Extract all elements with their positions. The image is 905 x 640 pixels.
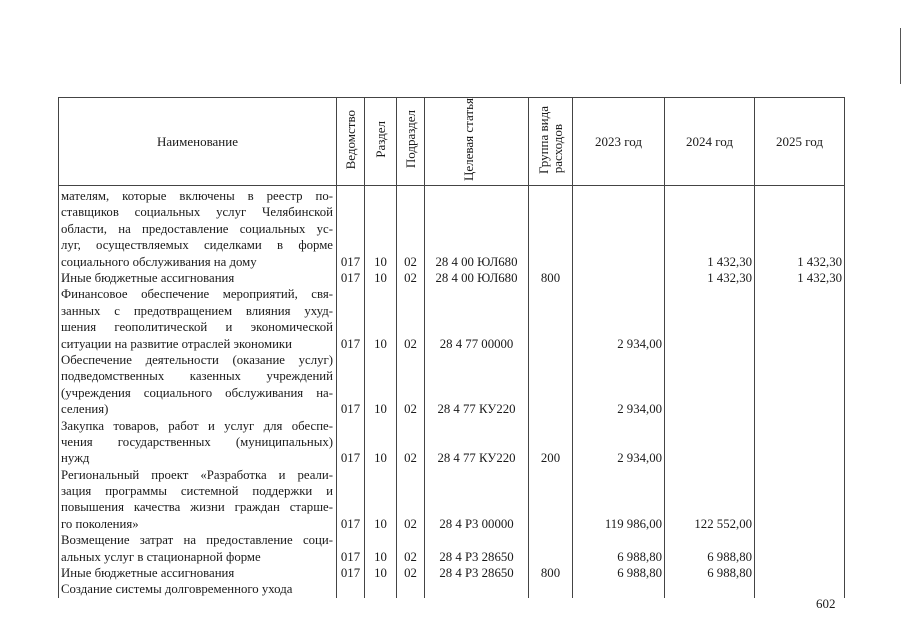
row-vedomstvo: 017: [337, 532, 365, 565]
row-target: 28 4 77 00000: [425, 286, 529, 352]
row-name-line: социального обслуживания на дому: [61, 254, 257, 269]
row-name: [59, 565, 337, 581]
row-name: [59, 532, 337, 565]
row-2025: [755, 467, 845, 533]
row-2025: 1 432,30: [755, 270, 845, 286]
row-group: [529, 186, 573, 270]
row-group: [529, 532, 573, 565]
row-target: [425, 581, 529, 597]
row-name-line: альных услуг в стационарной форме: [61, 549, 261, 564]
row-group: [529, 581, 573, 597]
row-razdel: 10: [365, 352, 397, 418]
row-group: 800: [529, 565, 573, 581]
row-target: 28 4 77 КУ220: [425, 418, 529, 467]
table-row: [59, 581, 845, 597]
row-2025: [755, 418, 845, 467]
row-podrazdel: 02: [397, 270, 425, 286]
row-name-line: ставщиков социальных услуг Челябинской: [61, 205, 333, 220]
row-vedomstvo: 017: [337, 270, 365, 286]
header-name: Наименование: [59, 98, 337, 186]
row-vedomstvo: [337, 581, 365, 597]
header-2025: 2025 год: [755, 98, 845, 186]
row-podrazdel: 02: [397, 186, 425, 270]
header-target: Целевая статья: [425, 98, 529, 186]
row-name: [59, 186, 337, 270]
header-2023: 2023 год: [573, 98, 665, 186]
scan-edge-line: [900, 28, 901, 84]
row-2025: [755, 532, 845, 565]
row-target: 28 4 00 ЮЛ680: [425, 186, 529, 270]
table-row: [59, 186, 845, 270]
row-vedomstvo: 017: [337, 467, 365, 533]
row-podrazdel: 02: [397, 532, 425, 565]
row-razdel: 10: [365, 270, 397, 286]
row-name-line: Обеспечение деятельности (оказание услуг): [61, 352, 333, 367]
row-name: [59, 418, 337, 467]
row-razdel: 10: [365, 418, 397, 467]
table-row: [59, 286, 845, 352]
row-group: 200: [529, 418, 573, 467]
row-name-line: области, на предоставление социальных ус-: [61, 221, 333, 236]
row-2023: 6 988,80: [573, 532, 665, 565]
table-row: [59, 565, 845, 581]
row-2023: 2 934,00: [573, 352, 665, 418]
row-2023: [573, 186, 665, 270]
row-name: [59, 467, 337, 533]
row-group: [529, 286, 573, 352]
row-name-line: селения): [61, 402, 109, 417]
row-2024: [665, 581, 755, 597]
row-2025: [755, 565, 845, 581]
row-2023: 2 934,00: [573, 286, 665, 352]
row-2023: [573, 581, 665, 597]
row-vedomstvo: 017: [337, 352, 365, 418]
row-name-line: Создание системы долговременного ухода: [61, 582, 293, 597]
row-group: [529, 352, 573, 418]
row-2024: 122 552,00: [665, 467, 755, 533]
row-name-line: Закупка товаров, работ и услуг для обеспе-: [61, 418, 333, 433]
table-header-row: [59, 98, 845, 186]
row-target: 28 4 Р3 00000: [425, 467, 529, 533]
row-name-line: подведомственных казенных учреждений: [61, 369, 333, 384]
row-name-line: ситуации на развитие отраслей экономики: [61, 336, 292, 351]
row-razdel: 10: [365, 286, 397, 352]
budget-table: [58, 97, 845, 598]
row-2024: 6 988,80: [665, 532, 755, 565]
row-name-line: Возмещение затрат на предоставление соци-: [61, 533, 333, 548]
row-name-line: Иные бюджетные ассигнования: [61, 270, 235, 285]
header-group: Группа вида расходов: [529, 98, 573, 186]
row-target: 28 4 Р3 28650: [425, 532, 529, 565]
row-name-line: Региональный проект «Разработка и реали-: [61, 467, 333, 482]
row-2024: 1 432,30: [665, 270, 755, 286]
row-vedomstvo: 017: [337, 418, 365, 467]
row-2023: 2 934,00: [573, 418, 665, 467]
row-2024: [665, 352, 755, 418]
row-razdel: 10: [365, 532, 397, 565]
row-2025: 1 432,30: [755, 186, 845, 270]
row-name: [59, 352, 337, 418]
row-2024: 6 988,80: [665, 565, 755, 581]
row-name-line: чения государственных (муниципальных): [61, 434, 333, 449]
row-name-line: зация программы системной поддержки и: [61, 484, 333, 499]
row-razdel: 10: [365, 565, 397, 581]
row-2025: [755, 352, 845, 418]
row-podrazdel: 02: [397, 286, 425, 352]
row-podrazdel: 02: [397, 418, 425, 467]
row-name-line: занных с предотвращением влияния ухуд-: [61, 303, 333, 318]
table-row: [59, 467, 845, 533]
row-name: [59, 581, 337, 597]
row-razdel: [365, 581, 397, 597]
row-2023: 6 988,80: [573, 565, 665, 581]
row-vedomstvo: 017: [337, 186, 365, 270]
row-vedomstvo: 017: [337, 286, 365, 352]
header-2024: 2024 год: [665, 98, 755, 186]
row-razdel: 10: [365, 467, 397, 533]
row-name-line: нужд: [61, 451, 90, 466]
row-razdel: 10: [365, 186, 397, 270]
row-podrazdel: 02: [397, 565, 425, 581]
row-podrazdel: 02: [397, 467, 425, 533]
row-name-line: го поколения»: [61, 516, 139, 531]
table-row: [59, 418, 845, 467]
row-group: [529, 467, 573, 533]
page-number: 602: [816, 596, 836, 611]
row-2024: [665, 418, 755, 467]
row-name: [59, 270, 337, 286]
row-name-line: Иные бюджетные ассигнования: [61, 566, 235, 581]
row-name-line: шения геополитической и экономической: [61, 320, 333, 335]
row-name-line: Финансовое обеспечение мероприятий, свя-: [61, 287, 333, 302]
row-target: 28 4 77 КУ220: [425, 352, 529, 418]
row-vedomstvo: 017: [337, 565, 365, 581]
row-name-line: мателям, которые включены в реестр по-: [61, 189, 333, 204]
table-row: [59, 270, 845, 286]
row-target: 28 4 Р3 28650: [425, 565, 529, 581]
row-2023: [573, 270, 665, 286]
row-2025: [755, 286, 845, 352]
row-name: [59, 286, 337, 352]
table-row: [59, 532, 845, 565]
table-row: [59, 352, 845, 418]
row-2023: 119 986,00: [573, 467, 665, 533]
row-2024: [665, 286, 755, 352]
row-2024: 1 432,30: [665, 186, 755, 270]
row-name-line: луг, осуществляемых сиделками в форме: [61, 238, 333, 253]
row-podrazdel: 02: [397, 352, 425, 418]
row-name-line: повышения качества жизни граждан старше-: [61, 500, 333, 515]
row-target: 28 4 00 ЮЛ680: [425, 270, 529, 286]
header-vedomstvo: Ведомство: [337, 98, 365, 186]
row-podrazdel: [397, 581, 425, 597]
row-group: 800: [529, 270, 573, 286]
row-name-line: (учреждения социального обслуживания на-: [61, 385, 333, 400]
header-razdel: Раздел: [365, 98, 397, 186]
header-podrazdel: Подраздел: [397, 98, 425, 186]
